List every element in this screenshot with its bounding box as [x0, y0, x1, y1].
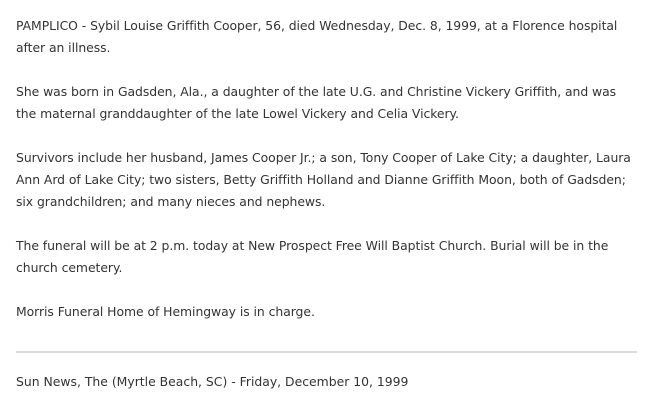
obituary-paragraph-survivors: Survivors include her husband, James Cooper Jr.; a son, Tony Cooper of Lake City; a daughter, Laura Ann Ard of Lake City; two sisters, Betty Griffith Holland and Dianne Griffith Moon, both of Gadsden; six grandchildren; and many nieces and nephews.	[16, 150, 631, 209]
obituary-paragraph-death-notice: PAMPLICO - Sybil Louise Griffith Cooper, 56, died Wednesday, Dec. 8, 1999, at a Florence hospital after an illness.	[16, 18, 618, 55]
source-citation: Sun News, The (Myrtle Beach, SC) - Friday, December 10, 1999	[16, 374, 409, 389]
obituary-paragraph-birth: She was born in Gadsden, Ala., a daughter of the late U.G. and Christine Vickery Griffith, and was the maternal granddaughter of the late Lowel Vickery and Celia Vickery.	[16, 84, 617, 121]
obituary-paragraph-funeral: The funeral will be at 2 p.m. today at New Prospect Free Will Baptist Church. Burial will be in the church cemetery.	[16, 238, 609, 275]
section-divider	[16, 351, 637, 353]
obituary-paragraph-funeral-home: Morris Funeral Home of Hemingway is in charge.	[16, 304, 315, 319]
obituary-article	[16, 15, 640, 345]
